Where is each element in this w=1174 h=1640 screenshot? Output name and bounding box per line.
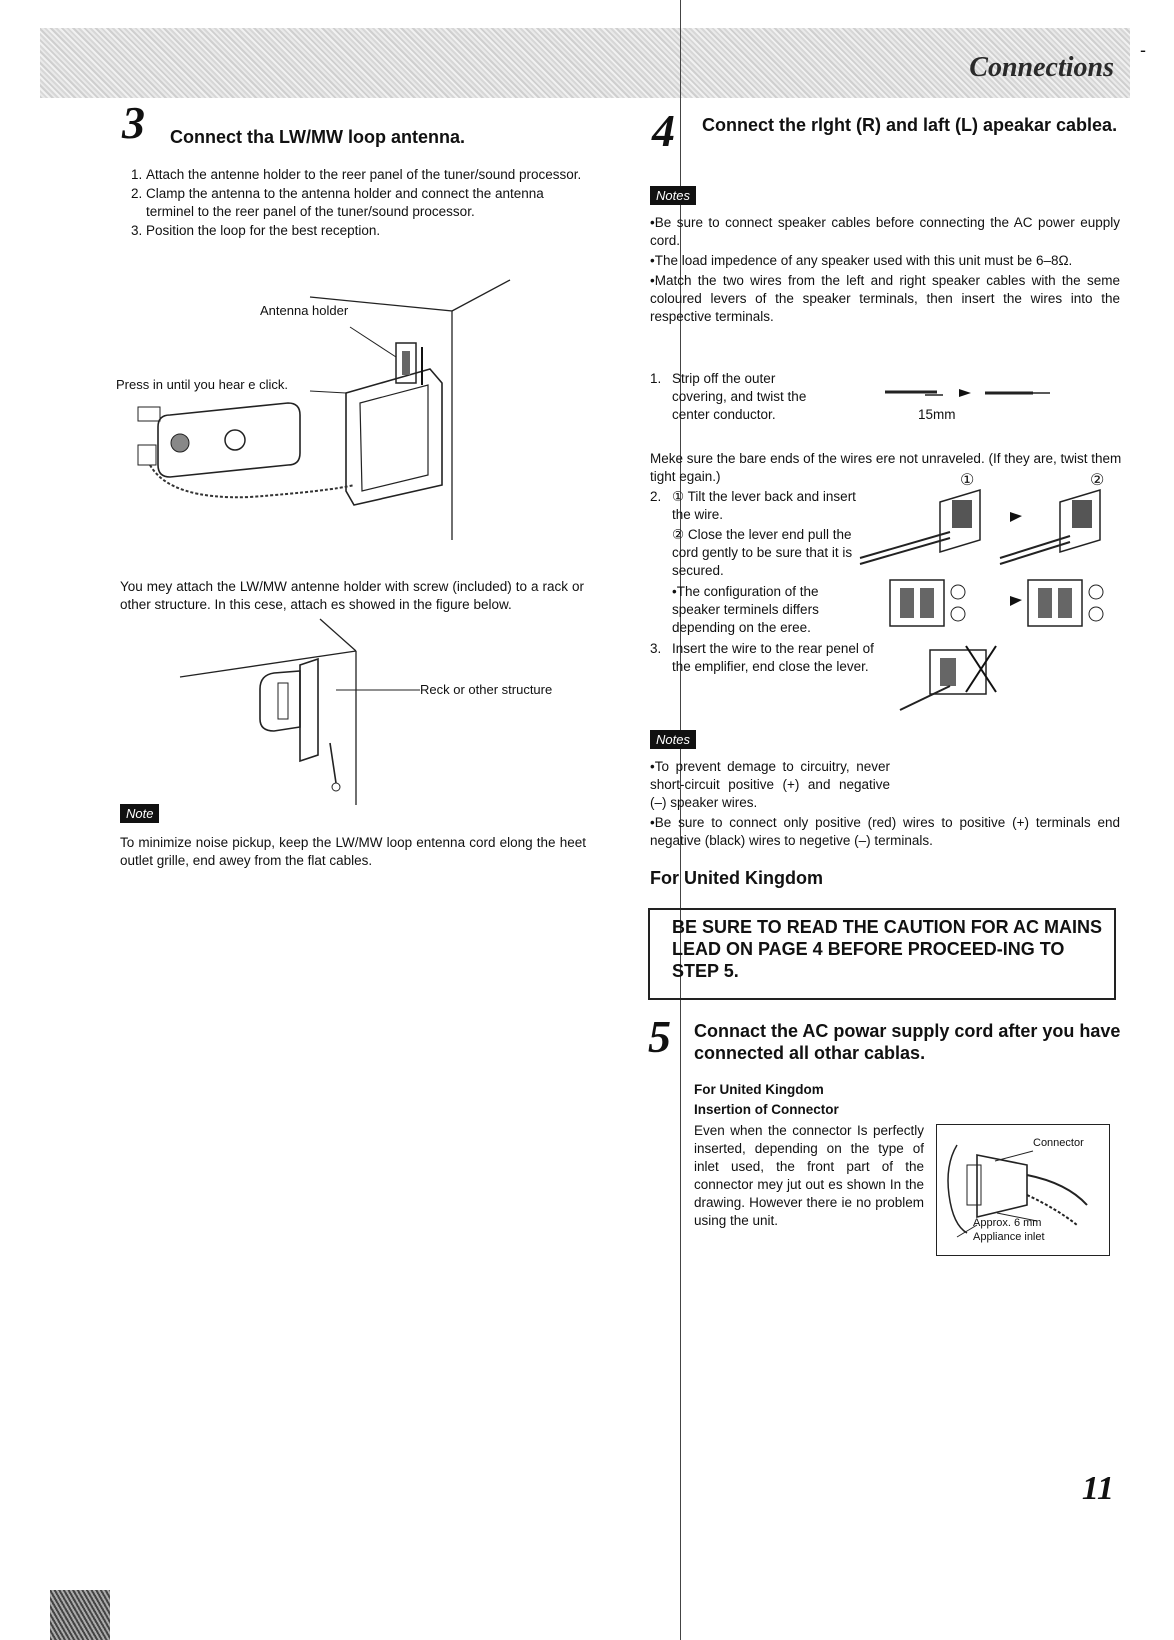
notes2-item-2: •Be sure to connect only positive (red) wires to positive (+) terminals end negative (black) wires to negetive (–) terminals. (650, 815, 1120, 848)
note-item-1: •Be sure to connect speaker cables before connecting the AC power eupply cord. (650, 215, 1120, 248)
notes2-item-1: •To prevent demage to circuitry, never short-circuit positive (+) and negative (–) speaker wires. (650, 759, 890, 810)
attach-rack-text: You mey attach the LW/MW antenne holder with screw (included) to a rack or other structure. In this cese, attach es showed in the figure below. (120, 579, 584, 612)
antenna-drawing (110, 285, 520, 545)
step4-title: Connect the rlght (R) and laft (L) apeakar cablea. (702, 115, 1118, 135)
rack-drawing (180, 615, 600, 810)
header-band (40, 28, 1130, 98)
page-number: 11 (1081, 1470, 1114, 1507)
uk-heading: For United Kingdom (650, 868, 823, 888)
step3-insert-number: 3. (650, 641, 662, 656)
notes2-list (650, 758, 1120, 852)
step3-instructions (120, 166, 590, 241)
notes2-badge: Notes (650, 730, 696, 749)
strip-number: 1. (650, 371, 662, 386)
step5-title: Connact the AC powar supply cord after you have connected all othar cablas. (694, 1021, 1121, 1063)
antenna-figure (110, 285, 520, 545)
connector-label: Connector (1033, 1137, 1084, 1149)
section-title: Connections (969, 52, 1114, 83)
step3-item-2: 2. Clamp the antenna to the antenna holder and connect the antenna terminel to the reer panel of the tuner/sound processor. (146, 185, 590, 221)
notes-list (650, 214, 1120, 328)
step5-sub2: Insertion of Connector (694, 1102, 839, 1117)
rack-figure (180, 615, 600, 810)
step3-title: Connect tha LW/MW loop antenna. (170, 127, 465, 147)
step2-a: ① Tilt the lever back and insert the wire. (672, 489, 856, 522)
connector-figure (936, 1124, 1110, 1256)
note-text: To minimize noise pickup, keep the LW/MW loop entenna cord elong the heet outlet grille, end awey from the flat cables. (120, 835, 586, 868)
note-item-2: •The load impedence of any speaker used with this unit must be 6–8Ω. (650, 253, 1073, 268)
config-note: •The configuration of the speaker terminels differs depending on the eree. (672, 584, 819, 635)
circle-2-label: ② (1090, 472, 1105, 489)
step5-body: Even when the connector Is perfectly inserted, depending on the type of inlet used, the front part of the connector mey jut out es shown In the drawing. However there ie no problem using the unit. (694, 1123, 924, 1228)
corner-scan-mark (50, 1590, 110, 1640)
inlet-label: Appliance inlet (973, 1231, 1045, 1243)
step3-insert-text: Insert the wire to the rear penel of the emplifier, end close the lever. (672, 641, 874, 674)
caution-box (648, 908, 1116, 1000)
circle-1-label: ① (960, 472, 975, 489)
note-item-3: •Match the two wires from the left and right speaker cables with the seme coloured levers of the speaker terminals, then insert the wires into the respective terminals. (650, 273, 1120, 324)
step3-number: 3 (122, 97, 145, 148)
step5-number: 5 (648, 1011, 671, 1062)
step4-number: 4 (652, 105, 675, 156)
terminal-drawings (860, 480, 1130, 740)
rack-label: Reck or other structure (420, 682, 553, 697)
make-sure-text: Meke sure the bare ends of the wires ere not unraveled. (If they are, twist them tight egain.) (650, 451, 1122, 484)
strip-length: 15mm (918, 407, 956, 422)
press-click-label: Press in until you hear e click. (116, 377, 288, 392)
antenna-holder-label: Antenna holder (260, 303, 349, 318)
step3-item-3: 3. Position the loop for the best reception. (146, 222, 590, 240)
wire-drawing (885, 386, 1055, 402)
margin-mark: - (1140, 40, 1146, 60)
note-badge: Note (120, 804, 159, 823)
step3-item-1: 1. Attach the antenne holder to the reer panel of the tuner/sound processor. (146, 166, 590, 184)
approx-label: Approx. 6 mm (973, 1217, 1042, 1229)
caution-text: BE SURE TO READ THE CAUTION FOR AC MAINS LEAD ON PAGE 4 BEFORE PROCEED-ING TO STEP 5. (672, 917, 1103, 981)
notes-badge: Notes (650, 186, 696, 205)
step5-sub1: For United Kingdom (694, 1082, 824, 1097)
step2-number: 2. (650, 489, 662, 504)
step2-b: ② Close the lever end pull the cord gently to be sure that it is secured. (672, 527, 853, 578)
strip-text: Strip off the outer covering, and twist the center conductor. (672, 371, 807, 422)
